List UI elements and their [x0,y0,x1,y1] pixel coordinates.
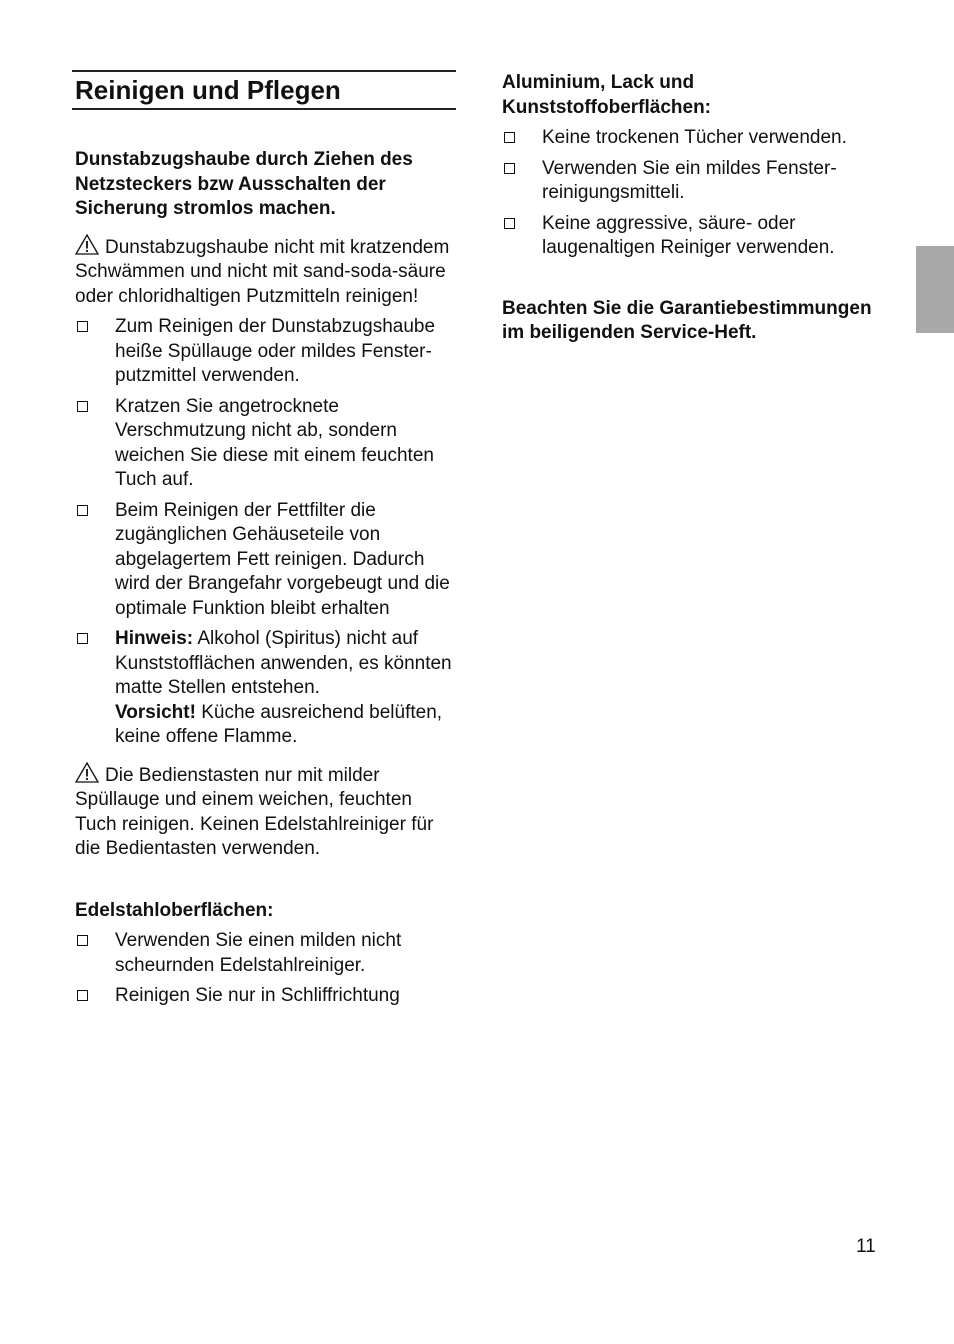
checkbox-square-icon [77,935,88,946]
cleaning-list [72,315,456,750]
list-item [72,395,456,493]
list-item [72,984,456,1009]
list-item-text: Beim Reinigen der Fettfilter die zugänglichen Gehäuseteile von abgelagertem Fett reinigen. Dadurch wird der Brangefahr vorgebeugt und die optimale Funktion bleibt erhalten [115,499,450,619]
list-item [72,627,456,750]
warning-triangle-icon [75,234,99,255]
edelstahl-heading: Edelstahloberflächen: [75,899,274,921]
hinweis-text: Alkohol (Spiritus) nicht auf Kunststofflächen anwenden, es könnten matte Stellen entstehen. [115,628,452,698]
warning-triangle-icon [75,762,99,783]
right-column [502,71,882,346]
intro-bold-text: Dunstabzugshaube durch Ziehen des Netzsteckers bzw Ausschalten der Sicherung stromlos machen. [75,149,413,219]
warning-paragraph-1 [72,234,456,310]
list-item [72,315,456,389]
page-number: 11 [856,1236,876,1257]
checkbox-square-icon [77,505,88,516]
list-item-text: Zum Reinigen der Dunstabzugshaube heiße Spüllauge oder mildes Fenster-putzmittel verwenden. [115,316,436,386]
edelstahl-list [72,929,456,1009]
warranty-note: Beachten Sie die Garantiebestimmungen im beiligenden Service-Heft. [502,297,872,343]
list-item-text: Kratzen Sie angetrocknete Verschmutzung nicht ab, sondern weichen Sie diese mit einem feuchten Tuch auf. [115,395,434,490]
checkbox-square-icon [504,218,515,229]
checkbox-square-icon [504,132,515,143]
warning-text-2: Die Bedienstasten nur mit milder Spüllauge und einem weichen, feuchten Tuch reinigen. Keinen Edelstahlreiniger für die Bedientasten verwenden. [75,764,434,859]
list-item-text: Verwenden Sie ein mildes Fenster-reinigungsmitteli. [542,157,837,203]
list-item [502,157,882,206]
aluminium-heading: Aluminium, Lack und Kunststoffoberflächen: [502,72,711,118]
checkbox-square-icon [77,321,88,332]
list-item [72,929,456,978]
page-title: Reinigen und Pflegen [72,70,456,110]
side-tab-marker [916,246,954,333]
vorsicht-label: Vorsicht! [115,701,196,723]
warning-paragraph-2 [72,762,456,862]
list-item [502,126,882,151]
list-item [72,499,456,622]
list-item-text: Keine aggressive, säure- oder laugenaltigen Reiniger verwenden. [542,212,835,258]
checkbox-square-icon [77,401,88,412]
list-item-text: Reinigen Sie nur in Schliffrichtung [115,985,400,1006]
list-item-text: Keine trockenen Tücher verwenden. [542,127,847,148]
warning-text-1: Dunstabzugshaube nicht mit kratzendem Schwämmen und nicht mit sand-soda-säure oder chloridhaltigen Putzmitteln reinigen! [75,236,450,307]
checkbox-square-icon [77,633,88,644]
left-column [72,70,456,1015]
list-item [502,212,882,261]
vorsicht-text: Küche ausreichend belüften, keine offene Flamme. [115,701,443,747]
checkbox-square-icon [504,163,515,174]
list-item-text: Verwenden Sie einen milden nicht scheurnden Edelstahlreiniger. [115,930,402,976]
hinweis-label: Hinweis: [115,628,194,649]
aluminium-list [502,126,882,261]
checkbox-square-icon [77,990,88,1001]
